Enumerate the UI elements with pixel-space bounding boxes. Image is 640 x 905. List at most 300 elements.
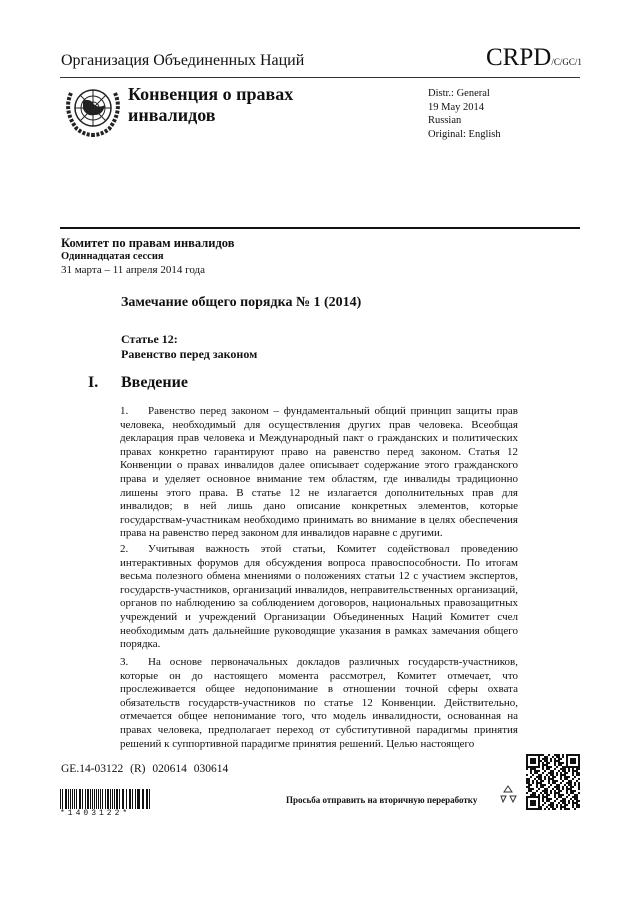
paragraph-text: На основе первоначальных докладов различных государств-участников, которые он до настоящего момента рассмотрел, Комитет отмечает, что прослеживается общее недопонимание в отношении точной сферы охвата обязательств государств-участников по статье 12 Конвенции. Действительно, отмечается общее непонимание того, что модель инвалидности, основанная на правах человека, предполагает переход от субститутивной парадигмы принятия решений к суппортивной парадигме принятия решений. Целью настоящего: [120, 656, 518, 750]
qr-module: [560, 790, 562, 792]
qr-module: [550, 790, 552, 792]
qr-module: [526, 778, 528, 780]
qr-module: [526, 786, 528, 788]
qr-module: [578, 772, 580, 774]
qr-module: [556, 760, 558, 762]
qr-module: [570, 782, 572, 784]
qr-module: [550, 760, 552, 762]
qr-module: [540, 792, 542, 794]
qr-module: [572, 786, 574, 788]
section-rule: [60, 227, 580, 229]
qr-module: [574, 790, 576, 792]
qr-module: [576, 770, 578, 772]
qr-module: [570, 780, 572, 782]
qr-module: [548, 782, 550, 784]
qr-module: [536, 776, 538, 778]
qr-module: [564, 804, 566, 806]
qr-module: [540, 808, 542, 810]
qr-module: [548, 778, 550, 780]
qr-module: [546, 788, 548, 790]
qr-module: [574, 802, 576, 804]
qr-module: [550, 804, 552, 806]
barcode-bar: [85, 789, 86, 809]
qr-module: [572, 768, 574, 770]
qr-module: [566, 786, 568, 788]
qr-module: [566, 808, 568, 810]
qr-module: [542, 790, 544, 792]
qr-module: [538, 794, 540, 796]
qr-module: [568, 808, 570, 810]
distribution-block: [428, 87, 501, 141]
qr-module: [556, 772, 558, 774]
qr-module: [544, 790, 546, 792]
qr-module: [552, 776, 554, 778]
qr-module: [574, 796, 576, 798]
qr-module: [550, 802, 552, 804]
qr-module: [554, 762, 556, 764]
qr-module: [540, 754, 542, 756]
qr-module: [548, 766, 550, 768]
barcode-bar: [82, 789, 83, 809]
qr-module: [548, 776, 550, 778]
qr-module: [548, 772, 550, 774]
qr-module: [576, 798, 578, 800]
qr-module: [562, 788, 564, 790]
qr-module: [578, 786, 580, 788]
qr-module: [574, 782, 576, 784]
qr-module: [578, 782, 580, 784]
qr-module: [566, 776, 568, 778]
qr-module: [568, 800, 570, 802]
qr-module: [546, 764, 548, 766]
qr-module: [536, 770, 538, 772]
qr-module: [530, 788, 532, 790]
qr-module: [560, 808, 562, 810]
qr-module: [534, 770, 536, 772]
qr-module: [556, 786, 558, 788]
barcode-bar: [68, 789, 69, 809]
qr-module: [550, 758, 552, 760]
qr-module: [566, 782, 568, 784]
convention-title: [128, 84, 293, 126]
qr-module: [570, 792, 572, 794]
qr-module: [566, 788, 568, 790]
qr-module: [562, 770, 564, 772]
qr-module: [564, 808, 566, 810]
qr-module: [544, 784, 546, 786]
qr-module: [532, 788, 534, 790]
qr-module: [560, 764, 562, 766]
qr-module: [548, 762, 550, 764]
session-dates: 31 марта – 11 апреля 2014 года: [61, 264, 205, 276]
qr-module: [526, 768, 528, 770]
qr-module: [530, 772, 532, 774]
qr-module: [546, 758, 548, 760]
qr-module: [578, 784, 580, 786]
qr-module: [560, 796, 562, 798]
qr-module: [528, 778, 530, 780]
qr-module: [542, 772, 544, 774]
qr-module: [530, 784, 532, 786]
qr-module: [556, 774, 558, 776]
committee-name: Комитет по правам инвалидов: [61, 236, 235, 250]
qr-module: [556, 798, 558, 800]
qr-module: [574, 776, 576, 778]
qr-module: [562, 798, 564, 800]
qr-module: [564, 778, 566, 780]
qr-module: [560, 774, 562, 776]
qr-module: [534, 792, 536, 794]
qr-module: [542, 784, 544, 786]
qr-module: [554, 794, 556, 796]
qr-module: [576, 796, 578, 798]
qr-module: [550, 784, 552, 786]
qr-module: [558, 784, 560, 786]
qr-module: [568, 782, 570, 784]
qr-module: [530, 790, 532, 792]
qr-module: [540, 774, 542, 776]
qr-module: [540, 784, 542, 786]
qr-module: [544, 758, 546, 760]
qr-module: [534, 768, 536, 770]
qr-module: [558, 760, 560, 762]
convention-title-line2: инвалидов: [128, 105, 216, 125]
qr-module: [534, 794, 536, 796]
qr-module: [558, 756, 560, 758]
qr-module: [546, 796, 548, 798]
qr-module: [576, 772, 578, 774]
qr-module: [536, 786, 538, 788]
qr-module: [564, 772, 566, 774]
qr-module: [560, 758, 562, 760]
barcode-bar: [132, 789, 133, 809]
qr-module: [544, 764, 546, 766]
qr-module: [556, 784, 558, 786]
qr-module: [536, 772, 538, 774]
qr-module: [552, 788, 554, 790]
qr-module: [578, 774, 580, 776]
qr-module: [562, 766, 564, 768]
paragraph-number: 1.: [120, 405, 129, 417]
qr-module: [528, 788, 530, 790]
qr-module: [550, 778, 552, 780]
qr-module: [560, 772, 562, 774]
qr-module: [570, 784, 572, 786]
qr-module: [560, 800, 562, 802]
section-number: I.: [88, 374, 99, 391]
qr-module: [532, 782, 534, 784]
qr-module: [566, 792, 568, 794]
qr-module: [552, 756, 554, 758]
qr-module: [540, 776, 542, 778]
qr-module: [544, 788, 546, 790]
qr-module: [556, 756, 558, 758]
qr-module: [554, 808, 556, 810]
symbol-main: CRPD: [486, 44, 552, 71]
qr-module: [546, 790, 548, 792]
qr-module: [526, 782, 528, 784]
recycle-icon: [498, 784, 518, 804]
qr-module: [556, 780, 558, 782]
un-emblem-icon: [63, 81, 123, 139]
qr-module: [528, 784, 530, 786]
qr-module: [568, 768, 570, 770]
qr-module: [544, 756, 546, 758]
qr-module: [560, 804, 562, 806]
qr-module: [530, 794, 532, 796]
qr-module: [546, 760, 548, 762]
qr-module: [542, 804, 544, 806]
qr-module: [538, 776, 540, 778]
qr-module: [568, 788, 570, 790]
qr-module: [542, 762, 544, 764]
qr-module: [568, 770, 570, 772]
qr-module: [554, 760, 556, 762]
qr-module: [578, 768, 580, 770]
barcode-bar: [119, 789, 120, 809]
qr-module: [564, 806, 566, 808]
qr-module: [552, 802, 554, 804]
qr-module: [556, 792, 558, 794]
qr-module: [568, 784, 570, 786]
qr-module: [552, 804, 554, 806]
qr-module: [548, 794, 550, 796]
original-language: Original: English: [428, 128, 501, 140]
qr-module: [538, 774, 540, 776]
qr-module: [542, 768, 544, 770]
paragraph-number: 2.: [120, 543, 129, 555]
qr-module: [532, 792, 534, 794]
qr-module: [542, 798, 544, 800]
qr-module: [530, 768, 532, 770]
qr-module: [552, 778, 554, 780]
qr-module: [540, 760, 542, 762]
qr-module: [546, 756, 548, 758]
qr-module: [568, 776, 570, 778]
qr-module: [536, 784, 538, 786]
qr-module: [554, 780, 556, 782]
qr-module: [570, 788, 572, 790]
qr-module: [554, 764, 556, 766]
qr-module: [562, 762, 564, 764]
barcode-bar: [105, 789, 106, 809]
qr-code: [526, 754, 580, 810]
qr-module: [544, 802, 546, 804]
qr-module: [536, 782, 538, 784]
qr-module: [570, 786, 572, 788]
qr-module: [554, 796, 556, 798]
qr-module: [536, 790, 538, 792]
qr-module: [536, 780, 538, 782]
qr-module: [556, 766, 558, 768]
qr-module: [546, 774, 548, 776]
qr-module: [576, 768, 578, 770]
qr-module: [558, 802, 560, 804]
qr-module: [566, 804, 568, 806]
qr-module: [578, 788, 580, 790]
qr-module: [572, 800, 574, 802]
article-heading: [121, 332, 257, 362]
qr-module: [548, 804, 550, 806]
qr-module: [548, 780, 550, 782]
qr-module: [578, 806, 580, 808]
qr-module: [532, 774, 534, 776]
qr-module: [542, 754, 544, 756]
qr-module: [564, 802, 566, 804]
barcode-bar: [135, 789, 136, 809]
qr-module: [552, 806, 554, 808]
qr-module: [570, 790, 572, 792]
qr-module: [530, 758, 536, 764]
qr-module: [554, 786, 556, 788]
qr-module: [574, 770, 576, 772]
job-number: GE.14-03122 (R) 020614 030614: [61, 763, 229, 775]
qr-module: [560, 762, 562, 764]
qr-module: [546, 794, 548, 796]
qr-module: [526, 792, 528, 794]
barcode-text: *1403122*: [60, 809, 131, 818]
qr-module: [576, 806, 578, 808]
qr-module: [572, 790, 574, 792]
qr-module: [550, 806, 552, 808]
qr-module: [540, 782, 542, 784]
qr-module: [560, 768, 562, 770]
qr-module: [556, 806, 558, 808]
qr-module: [554, 758, 556, 760]
qr-module: [560, 794, 562, 796]
qr-module: [530, 770, 532, 772]
recycle-note: Просьба отправить на вторичную переработку: [286, 795, 478, 805]
qr-module: [572, 796, 574, 798]
qr-module: [558, 790, 560, 792]
qr-module: [564, 766, 566, 768]
qr-module: [548, 754, 550, 756]
qr-module: [558, 764, 560, 766]
qr-module: [552, 774, 554, 776]
qr-module: [544, 778, 546, 780]
qr-module: [562, 786, 564, 788]
qr-module: [552, 772, 554, 774]
qr-module: [544, 796, 546, 798]
qr-module: [528, 786, 530, 788]
qr-module: [542, 794, 544, 796]
document-title: Замечание общего порядка № 1 (2014): [121, 295, 362, 310]
qr-module: [558, 786, 560, 788]
qr-module: [534, 772, 536, 774]
qr-module: [558, 758, 560, 760]
qr-module: [550, 770, 552, 772]
qr-module: [526, 774, 528, 776]
qr-module: [546, 762, 548, 764]
qr-module: [558, 762, 560, 764]
qr-module: [534, 778, 536, 780]
qr-module: [528, 780, 530, 782]
qr-module: [576, 804, 578, 806]
qr-module: [572, 802, 574, 804]
qr-module: [528, 790, 530, 792]
qr-module: [564, 784, 566, 786]
qr-module: [542, 758, 544, 760]
qr-module: [560, 782, 562, 784]
qr-module: [558, 792, 560, 794]
qr-module: [546, 792, 548, 794]
paragraph-text: Равенство перед законом – фундаментальный общий принцип защиты прав человека, необходимый для осуществления других прав человека. Всеобщая декларация прав человека и Международный пакт о гражданских и политических правах конкретно гарантируют право на равенство перед законом. Статья 12 Конвенции о правах инвалидов далее описывает содержание этого гражданского права и уделяет основное внимание тем областям, где инвалиды традиционно лишены этого права. В статье 12 не излагается дополнительных прав для инвалидов; в ней лишь дано описание конкретных элементов, которые государствам-участникам необходимо принимать во внимание в целях обеспечения права на равенство перед законом для инвалидов наравне с другими.: [120, 405, 518, 540]
qr-module: [568, 802, 570, 804]
barcode-bar: [80, 789, 81, 809]
qr-module: [542, 766, 544, 768]
paragraph-text: Учитывая важность этой статьи, Комитет содействовал проведению интерактивных форумов для обсуждения вопроса правоспособности. По итогам весьма полезного обмена мнениями о положениях статьи 12 с участием экспертов, государств-участников, организаций инвалидов, неправительственных организаций, органов по наблюдению за соблюдением договоров, национальных правозащитных учреждений и учреждений Организации Объединенных Наций Комитет счел необходимым дать дальнейшие руководящие указания в рамках замечания общего порядка.: [120, 543, 518, 651]
qr-module: [560, 778, 562, 780]
qr-module: [550, 772, 552, 774]
barcode-bar: [126, 789, 127, 809]
qr-module: [554, 800, 556, 802]
qr-module: [562, 756, 564, 758]
qr-module: [554, 790, 556, 792]
qr-module: [564, 798, 566, 800]
qr-module: [542, 800, 544, 802]
qr-module: [528, 782, 530, 784]
qr-module: [572, 792, 574, 794]
qr-module: [564, 768, 566, 770]
section-title: Введение: [121, 374, 188, 391]
qr-module: [562, 794, 564, 796]
qr-module: [540, 780, 542, 782]
organization-name: Организация Объединенных Наций: [61, 52, 305, 69]
qr-module: [562, 802, 564, 804]
qr-module: [574, 784, 576, 786]
paragraph-number: 3.: [120, 656, 129, 668]
qr-module: [568, 794, 570, 796]
qr-module: [570, 798, 572, 800]
qr-module: [538, 770, 540, 772]
qr-module: [564, 770, 566, 772]
qr-module: [562, 780, 564, 782]
qr-module: [566, 790, 568, 792]
qr-module: [532, 768, 534, 770]
qr-module: [550, 798, 552, 800]
qr-module: [576, 800, 578, 802]
qr-module: [572, 772, 574, 774]
qr-module: [558, 788, 560, 790]
qr-module: [542, 786, 544, 788]
qr-module: [552, 808, 554, 810]
qr-module: [564, 774, 566, 776]
qr-module: [548, 800, 550, 802]
qr-module: [552, 782, 554, 784]
qr-module: [560, 776, 562, 778]
qr-module: [564, 776, 566, 778]
barcode-bar: [70, 789, 71, 809]
qr-module: [572, 806, 574, 808]
qr-module: [572, 774, 574, 776]
qr-module: [538, 778, 540, 780]
qr-module: [546, 798, 548, 800]
qr-module: [552, 770, 554, 772]
qr-module: [540, 778, 542, 780]
qr-module: [570, 758, 576, 764]
qr-module: [562, 800, 564, 802]
qr-module: [550, 792, 552, 794]
qr-module: [562, 806, 564, 808]
qr-module: [574, 808, 576, 810]
qr-module: [546, 768, 548, 770]
header-rule: [60, 77, 580, 78]
distribution: Distr.: General: [428, 88, 490, 99]
qr-module: [562, 774, 564, 776]
qr-module: [544, 808, 546, 810]
qr-module: [542, 780, 544, 782]
qr-module: [578, 800, 580, 802]
